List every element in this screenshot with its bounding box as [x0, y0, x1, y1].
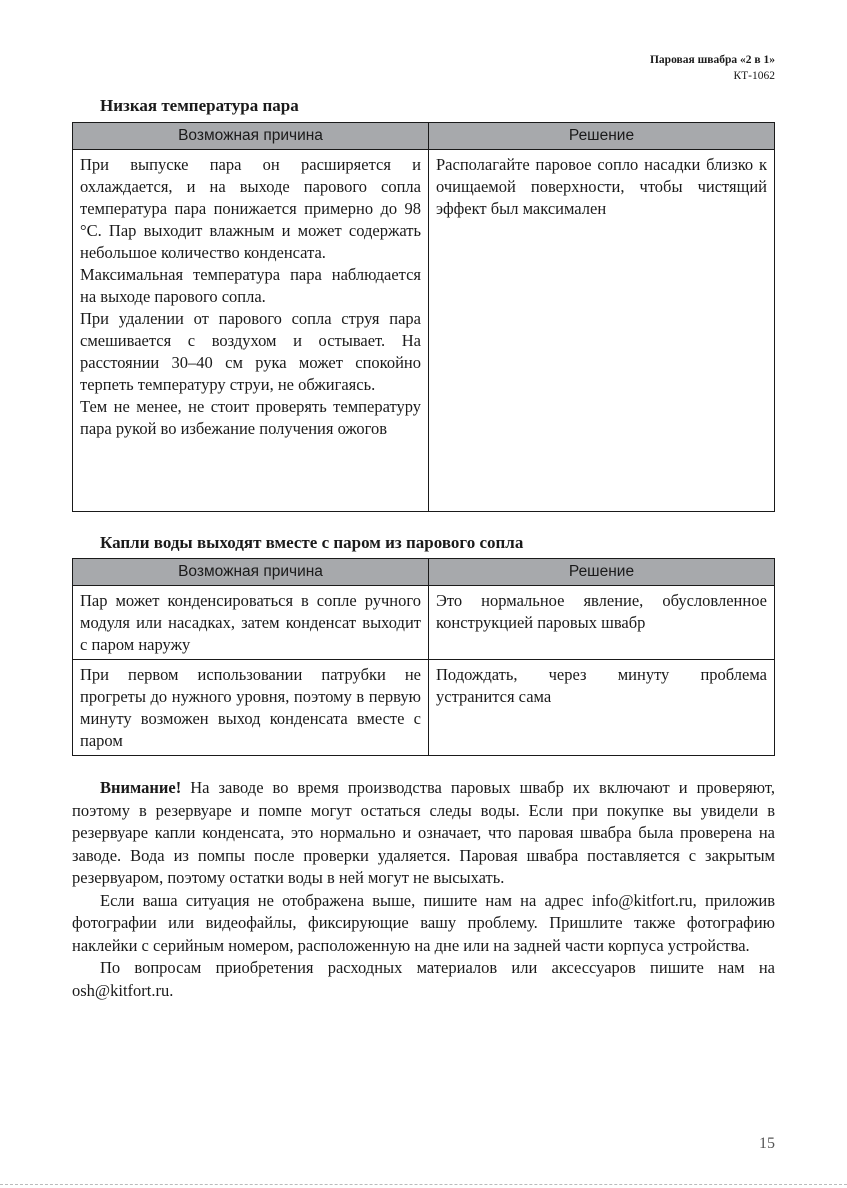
column-header-cause: Возможная причина — [73, 559, 429, 586]
cause-cell: При первом использовании патрубки не прогреты до нужного уровня, поэтому в первую минуту возможен выход конденсата вместе с паром — [73, 660, 429, 756]
solution-cell: Располагайте паровое сопло насадки близко к очищаемой поверхности, чтобы чистящий эффект был максимален — [429, 150, 775, 512]
troubleshooting-table-water-drops — [72, 558, 775, 756]
table-row — [73, 660, 775, 756]
solution-cell: Подождать, через минуту проблема устранится сама — [429, 660, 775, 756]
column-header-solution: Решение — [429, 123, 775, 150]
table-row — [73, 150, 775, 512]
cause-paragraph: Максимальная температура пара наблюдается на выходе парового сопла. — [80, 265, 421, 306]
warning-paragraph — [72, 777, 775, 890]
cause-paragraph: При выпуске пара он расширяется и охлаждается, и на выходе парового сопла температура пара понижается примерно до 98 °С. Пар выходит влажным и может содержать небольшое количество конденсата. — [80, 155, 421, 262]
product-title: Паровая швабра «2 в 1» — [649, 54, 775, 66]
cause-cell — [73, 150, 429, 512]
warning-text: На заводе во время производства паровых швабр их включают и проверяют, поэтому в резервуаре и помпе могут остаться следы воды. Если при покупке вы увидели в резервуаре капли конденсата, это нормально и означает, что паровая швабра была проверена на заводе. Вода из помпы после проверки удаляется. Паровая швабра поставляется с закрытым резервуаром, поэтому остатки воды в ней могут не высыхать. — [72, 778, 775, 887]
cause-cell: Пар может конденсироваться в сопле ручного модуля или насадках, затем конденсат выходит с паром наружу — [73, 586, 429, 660]
warning-label: Внимание! — [100, 778, 182, 797]
cause-paragraph: Тем не менее, не стоит проверять температуру пара рукой во избежание получения ожогов — [80, 397, 421, 438]
table-header-row — [73, 559, 775, 586]
accessories-paragraph: По вопросам приобретения расходных материалов или аксессуаров пишите нам на osh@kitfort.ru. — [72, 958, 775, 1000]
page-number: 15 — [759, 1135, 775, 1152]
running-header — [650, 52, 775, 84]
notes-block — [72, 777, 775, 1002]
column-header-cause: Возможная причина — [73, 123, 429, 150]
page-edge-divider — [0, 1184, 847, 1185]
table-header-row — [73, 123, 775, 150]
solution-cell: Это нормальное явление, обусловленное конструкцией паровых швабр — [429, 586, 775, 660]
section-title-water-drops: Капли воды выходят вместе с паром из парового сопла — [100, 533, 524, 552]
cause-paragraph: При удалении от парового сопла струя пара смешивается с воздухом и остывает. На расстоянии 30–40 см рука может спокойно терпеть температуру струи, не обжигаясь. — [80, 309, 421, 394]
column-header-solution: Решение — [429, 559, 775, 586]
product-model: КТ-1062 — [733, 70, 775, 82]
table-row — [73, 586, 775, 660]
troubleshooting-table-low-temperature — [72, 122, 775, 512]
section-title-low-temperature: Низкая температура пара — [100, 96, 299, 115]
contact-paragraph: Если ваша ситуация не отображена выше, пишите нам на адрес info@kitfort.ru, приложив фотографии или видеофайлы, фиксирующие вашу проблему. Пришлите также фотографию наклейки с серийным номером, расположенную на дне или на задней части корпуса устройства. — [72, 890, 775, 955]
